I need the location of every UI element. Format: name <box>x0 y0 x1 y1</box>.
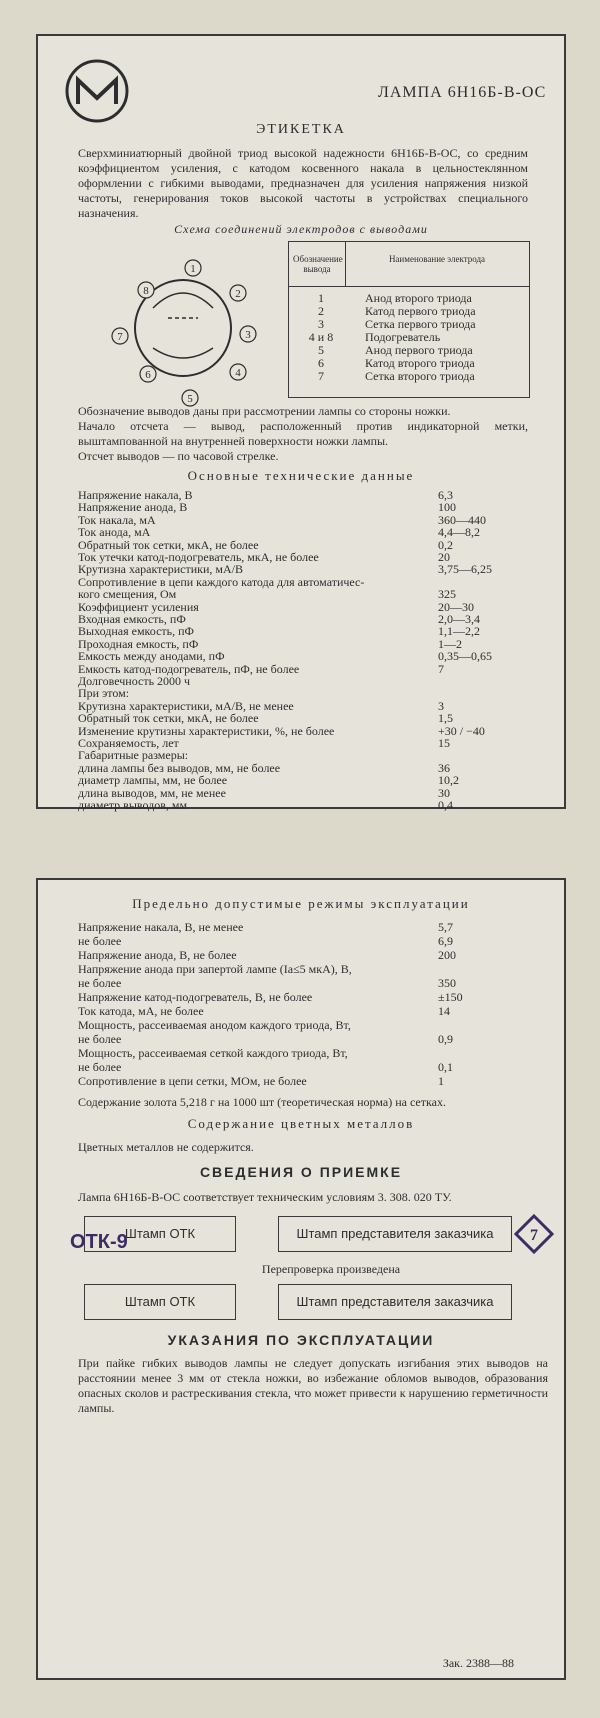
param-label: При этом: <box>78 686 130 701</box>
param-label: Выходная емкость, пФ <box>78 624 195 639</box>
pin-table <box>288 241 530 398</box>
usage-heading: УКАЗАНИЯ ПО ЭКСПЛУАТАЦИИ <box>167 1332 435 1348</box>
param-label: Габаритные размеры: <box>78 748 189 763</box>
param-value: 325 <box>438 587 456 602</box>
acceptance-text: Лампа 6Н16Б-В-ОС соответствует техническим условиям 3. 308. 020 ТУ. <box>78 1190 452 1204</box>
pinout-diagram <box>98 248 268 408</box>
limit-row <box>78 1004 548 1018</box>
limit-value: 6,9 <box>438 934 453 948</box>
limit-row <box>78 1032 548 1046</box>
gold-content: Содержание золота 5,218 г на 1000 шт (теоретическая норма) на сетках. <box>78 1095 446 1109</box>
pin-number: 2 <box>318 304 324 318</box>
limit-label: не более <box>78 934 122 948</box>
param-value: 6,3 <box>438 488 453 502</box>
limit-row <box>78 920 548 934</box>
param-value: 20—30 <box>438 599 474 614</box>
param-label: Коэффициент усиления <box>78 599 199 614</box>
acceptance-sheet <box>36 878 566 1680</box>
limit-row <box>78 934 548 948</box>
recheck-text: Перепроверка произведена <box>261 1262 401 1276</box>
param-value: 1,1—2,2 <box>438 624 480 639</box>
param-label: кого смещения, Ом <box>78 587 177 602</box>
pin-label: 3 <box>245 329 251 341</box>
param-value: 360—440 <box>438 512 486 527</box>
inspection-diamond-stamp <box>514 1214 554 1254</box>
param-label: Проходная емкость, пФ <box>78 636 199 651</box>
electrode-name: Анод второго триода <box>365 291 472 305</box>
customer-stamp-box-recheck: Штамп представителя заказчика <box>278 1284 512 1320</box>
electrode-name: Сетка второго триода <box>365 369 475 383</box>
param-label: диаметр выводов, мм <box>78 798 188 812</box>
param-label: Емкость между анодами, пФ <box>78 649 225 664</box>
pin-label: 8 <box>143 285 149 297</box>
limit-row <box>78 1074 548 1088</box>
param-label: Крутизна характеристики, мА/В <box>78 562 243 577</box>
electrode-col-header: Наименование электрода <box>388 254 486 264</box>
param-value: 15 <box>438 736 450 750</box>
param-value: 10,2 <box>438 773 459 788</box>
limit-row <box>78 1060 548 1074</box>
pin-label: 6 <box>145 369 151 381</box>
diamond-mark: 7 <box>530 1227 538 1244</box>
intro-paragraph: Сверхминиатюрный двойной триод высокой надежности 6Н16Б-В-ОС, со средним коэффициентом усиления, с катодом косвенного накала в цельностеклянном оформлении с гибкими выводами, предназначен для усиления напряжения низкой частоты, генерирования токов высокой частоты в устройствах специального назначения. <box>78 146 528 220</box>
limit-value: 350 <box>438 976 456 990</box>
limit-label: не более <box>78 976 122 990</box>
limit-value: 14 <box>438 1004 450 1018</box>
label-sheet <box>36 34 566 812</box>
scheme-heading: Схема соединений электродов с выводами <box>174 222 428 236</box>
param-value: 20 <box>438 550 450 564</box>
param-label: Долговечность 2000 ч <box>78 674 191 688</box>
pin-label: 2 <box>235 288 241 300</box>
electrode-name: Катод второго триода <box>365 356 475 370</box>
param-value: 1,5 <box>438 711 453 726</box>
param-value: 0,35—0,65 <box>438 649 492 664</box>
pin-col-header: Обозначение вывода <box>293 254 343 274</box>
param-label: Крутизна характеристики, мА/В, не менее <box>78 698 294 713</box>
pin-number: 7 <box>318 369 324 383</box>
param-value: +30 / −40 <box>438 723 485 738</box>
pin-number: 4 и 8 <box>308 330 334 344</box>
limit-value: 200 <box>438 948 456 962</box>
param-label: Напряжение накала, В <box>78 488 193 502</box>
limit-row <box>78 1018 548 1032</box>
acceptance-heading: СВЕДЕНИЯ О ПРИЕМКЕ <box>199 1164 403 1180</box>
param-label: Сопротивление в цепи каждого катода для автоматичес- <box>78 574 365 589</box>
param-label: Ток утечки катод-подогреватель, мкА, не более <box>78 550 319 564</box>
param-label: длина лампы без выводов, мм, не более <box>78 760 281 775</box>
limit-row <box>78 948 548 962</box>
pin-label: 4 <box>235 367 241 379</box>
label-heading: ЭТИКЕТКА <box>256 122 346 137</box>
param-value: 0,4 <box>438 798 453 812</box>
param-value: 1—2 <box>438 636 462 651</box>
limit-value: 5,7 <box>438 920 453 934</box>
limit-label: Напряжение анода, В, не более <box>78 948 237 962</box>
pin-label: 7 <box>117 331 123 343</box>
param-label: Ток накала, мА <box>78 512 156 527</box>
param-value: 36 <box>438 760 450 775</box>
tech-heading: Основные технические данные <box>187 468 415 483</box>
param-value: 2,0—3,4 <box>438 612 480 626</box>
electrode-name: Сетка первого триода <box>365 317 476 331</box>
limits-heading: Предельно допустимые режимы эксплуатации <box>132 896 470 911</box>
limit-label: не более <box>78 1060 122 1074</box>
param-label: Обратный ток сетки, мкА, не более <box>78 537 259 552</box>
pin-label: 1 <box>190 263 196 275</box>
limit-label: Сопротивление в цепи сетки, МОм, не более <box>78 1074 307 1088</box>
param-label: Емкость катод-подогреватель, пФ, не более <box>78 661 300 676</box>
pin-number: 5 <box>318 343 324 357</box>
pin-number: 6 <box>318 356 324 370</box>
limit-label: Напряжение катод-подогреватель, В, не более <box>78 990 313 1004</box>
limit-value: 1 <box>438 1074 444 1088</box>
pin-label: 5 <box>187 393 193 405</box>
param-value: 7 <box>438 661 444 676</box>
limit-value: 0,9 <box>438 1032 453 1046</box>
limit-row <box>78 990 548 1004</box>
param-label: Напряжение анода, В <box>78 500 188 515</box>
otk-ink-stamp: ОТК-9 <box>70 1231 128 1253</box>
note-3: Отсчет выводов — по часовой стрелке. <box>78 449 279 463</box>
param-value: 3,75—6,25 <box>438 562 492 577</box>
limit-label: Ток катода, мА, не более <box>78 1004 204 1018</box>
limit-label: Напряжение анода при запертой лампе (Iа≤5 мкА), В, <box>78 962 352 976</box>
param-label: диаметр лампы, мм, не более <box>78 773 228 788</box>
pin-row <box>289 370 529 383</box>
usage-text: При пайке гибких выводов лампы не следует допускать изгибания этих выводов на расстоянии менее 3 мм от стекла ножки, во избежание обломов выводов, образования опасных сколов и растрескивания стекла, что может привести к нарушению герметичности лампы. <box>78 1356 548 1415</box>
customer-stamp-box: Штамп представителя заказчика <box>278 1216 512 1252</box>
order-number: Зак. 2388—88 <box>442 1656 514 1670</box>
param-label: Ток анода, мА <box>78 525 151 540</box>
param-value: 4,4—8,2 <box>438 525 480 540</box>
param-value: 100 <box>438 500 456 515</box>
limit-row <box>78 976 548 990</box>
limit-label: Мощность, рассеиваемая сеткой каждого триода, Вт, <box>78 1046 348 1060</box>
param-value: 0,2 <box>438 537 453 552</box>
param-label: Входная емкость, пФ <box>78 612 186 626</box>
lamp-title: ЛАМПА 6Н16Б-В-ОС <box>378 84 547 101</box>
metals-text: Цветных металлов не содержится. <box>78 1140 254 1154</box>
param-label: длина выводов, мм, не менее <box>78 785 226 800</box>
otk-stamp-box-recheck: Штамп ОТК <box>84 1284 236 1320</box>
limit-row <box>78 962 548 976</box>
limit-label: Мощность, рассеиваемая анодом каждого триода, Вт, <box>78 1018 351 1032</box>
electrode-name: Подогреватель <box>365 330 441 344</box>
limit-label: не более <box>78 1032 122 1046</box>
tech-row <box>78 798 548 812</box>
limit-value: 0,1 <box>438 1060 453 1074</box>
note-1: Обозначение выводов даны при рассмотрении лампы со стороны ножки. <box>78 404 451 418</box>
param-label: Обратный ток сетки, мкА, не более <box>78 711 259 726</box>
limit-label: Напряжение накала, В, не менее <box>78 920 244 934</box>
electrode-name: Анод первого триода <box>365 343 473 357</box>
note-2: Начало отсчета — вывод, расположенный против индикаторной метки, выштампованной на внутренней поверхности ножки лампы. <box>78 419 528 448</box>
param-value: 30 <box>438 785 450 800</box>
param-label: Сохраняемость, лет <box>78 736 179 750</box>
electrode-name: Катод первого триода <box>365 304 476 318</box>
param-value: 3 <box>438 698 444 713</box>
limit-row <box>78 1046 548 1060</box>
metals-heading: Содержание цветных металлов <box>187 1116 415 1131</box>
pin-number: 1 <box>318 291 324 305</box>
otk-stamp-box: Штамп ОТК <box>84 1216 236 1252</box>
pin-number: 3 <box>318 317 324 331</box>
manufacturer-logo <box>64 58 130 124</box>
param-label: Изменение крутизны характеристики, %, не более <box>78 723 335 738</box>
limit-value: ±150 <box>438 990 463 1004</box>
